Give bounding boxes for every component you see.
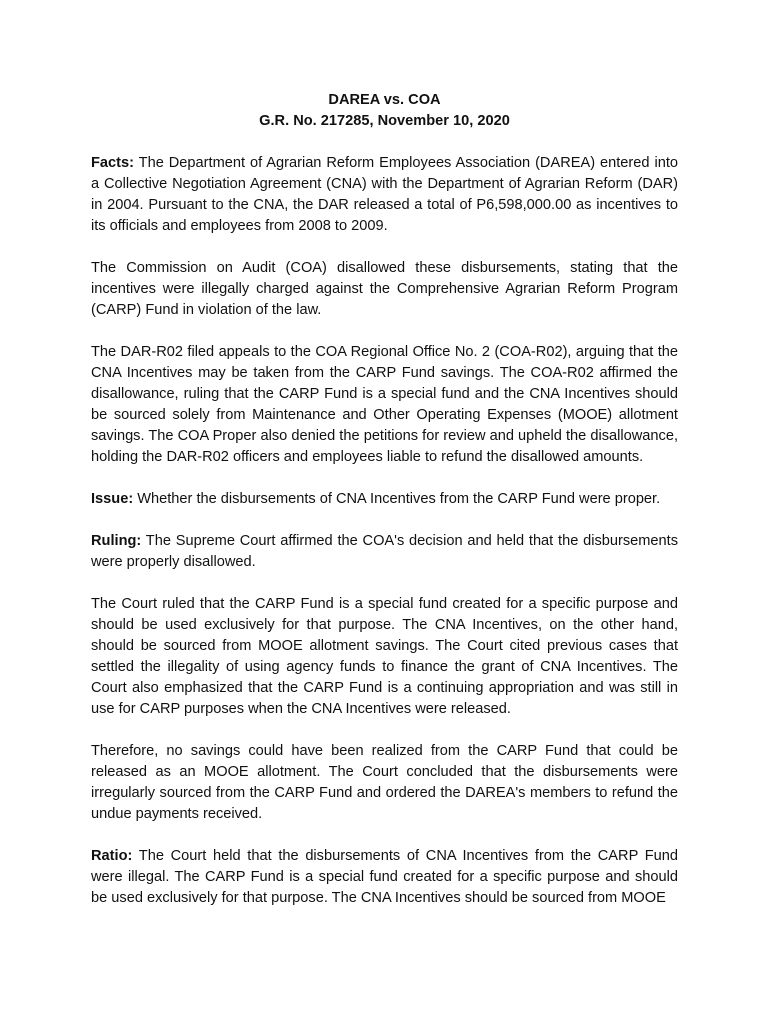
appeals-paragraph: The DAR-R02 filed appeals to the COA Regional Office No. 2 (COA-R02), arguing that the CNA Incentives may be taken from the CARP Fund savings. The COA-R02 affirmed the disallowance, ruling that the CARP Fund is a special fund and the CNA Incentives should be sourced solely from Maintenance and Other Operating Expenses (MOOE) allotment savings. The COA Proper also denied the petitions for review and upheld the disallowance, holding the DAR-R02 officers and employees liable to refund the disallowed amounts. (91, 344, 678, 465)
document-header (91, 90, 678, 132)
issue-label: Issue: (91, 491, 134, 507)
ratio-label: Ratio: (91, 848, 133, 864)
ruling-text: The Supreme Court affirmed the COA's decision and held that the disbursements were properly disallowed. (91, 533, 678, 570)
case-title: DAREA vs. COA (328, 92, 441, 108)
issue-paragraph (91, 489, 678, 510)
case-citation: G.R. No. 217285, November 10, 2020 (259, 113, 510, 129)
therefore-paragraph: Therefore, no savings could have been realized from the CARP Fund that could be released as an MOOE allotment. The Court concluded that the disbursements were irregularly sourced from the CARP Fund and ordered the DAREA's members to refund the undue payments received. (91, 743, 678, 822)
ratio-text: The Court held that the disbursements of CNA Incentives from the CARP Fund were illegal. The CARP Fund is a special fund created for a specific purpose and should be used exclusively for that purpose. The CNA Incentives should be sourced from MOOE (91, 848, 678, 906)
ratio-paragraph (91, 846, 678, 909)
issue-text: Whether the disbursements of CNA Incentives from the CARP Fund were proper. (133, 491, 661, 507)
coa-disallowance-paragraph: The Commission on Audit (COA) disallowed these disbursements, stating that the incentives were illegally charged against the Comprehensive Agrarian Reform Program (CARP) Fund in violation of the law. (91, 260, 678, 318)
document-page (91, 90, 678, 930)
court-ruled-paragraph: The Court ruled that the CARP Fund is a special fund created for a specific purpose and should be used exclusively for that purpose. The CNA Incentives, on the other hand, should be sourced from MOOE allotment savings. The Court cited previous cases that settled the illegality of using agency funds to finance the grant of CNA Incentives. The Court also emphasized that the CARP Fund is a continuing appropriation and was still in use for CARP purposes when the CNA Incentives were released. (91, 596, 678, 717)
facts-label: Facts: (91, 155, 134, 171)
ruling-paragraph (91, 531, 678, 573)
facts-text: The Department of Agrarian Reform Employees Association (DAREA) entered into a Collective Negotiation Agreement (CNA) with the Department of Agrarian Reform (DAR) in 2004. Pursuant to the CNA, the DAR released a total of P6,598,000.00 as incentives to its officials and employees from 2008 to 2009. (91, 155, 678, 234)
ruling-label: Ruling: (91, 533, 142, 549)
facts-paragraph (91, 153, 678, 237)
